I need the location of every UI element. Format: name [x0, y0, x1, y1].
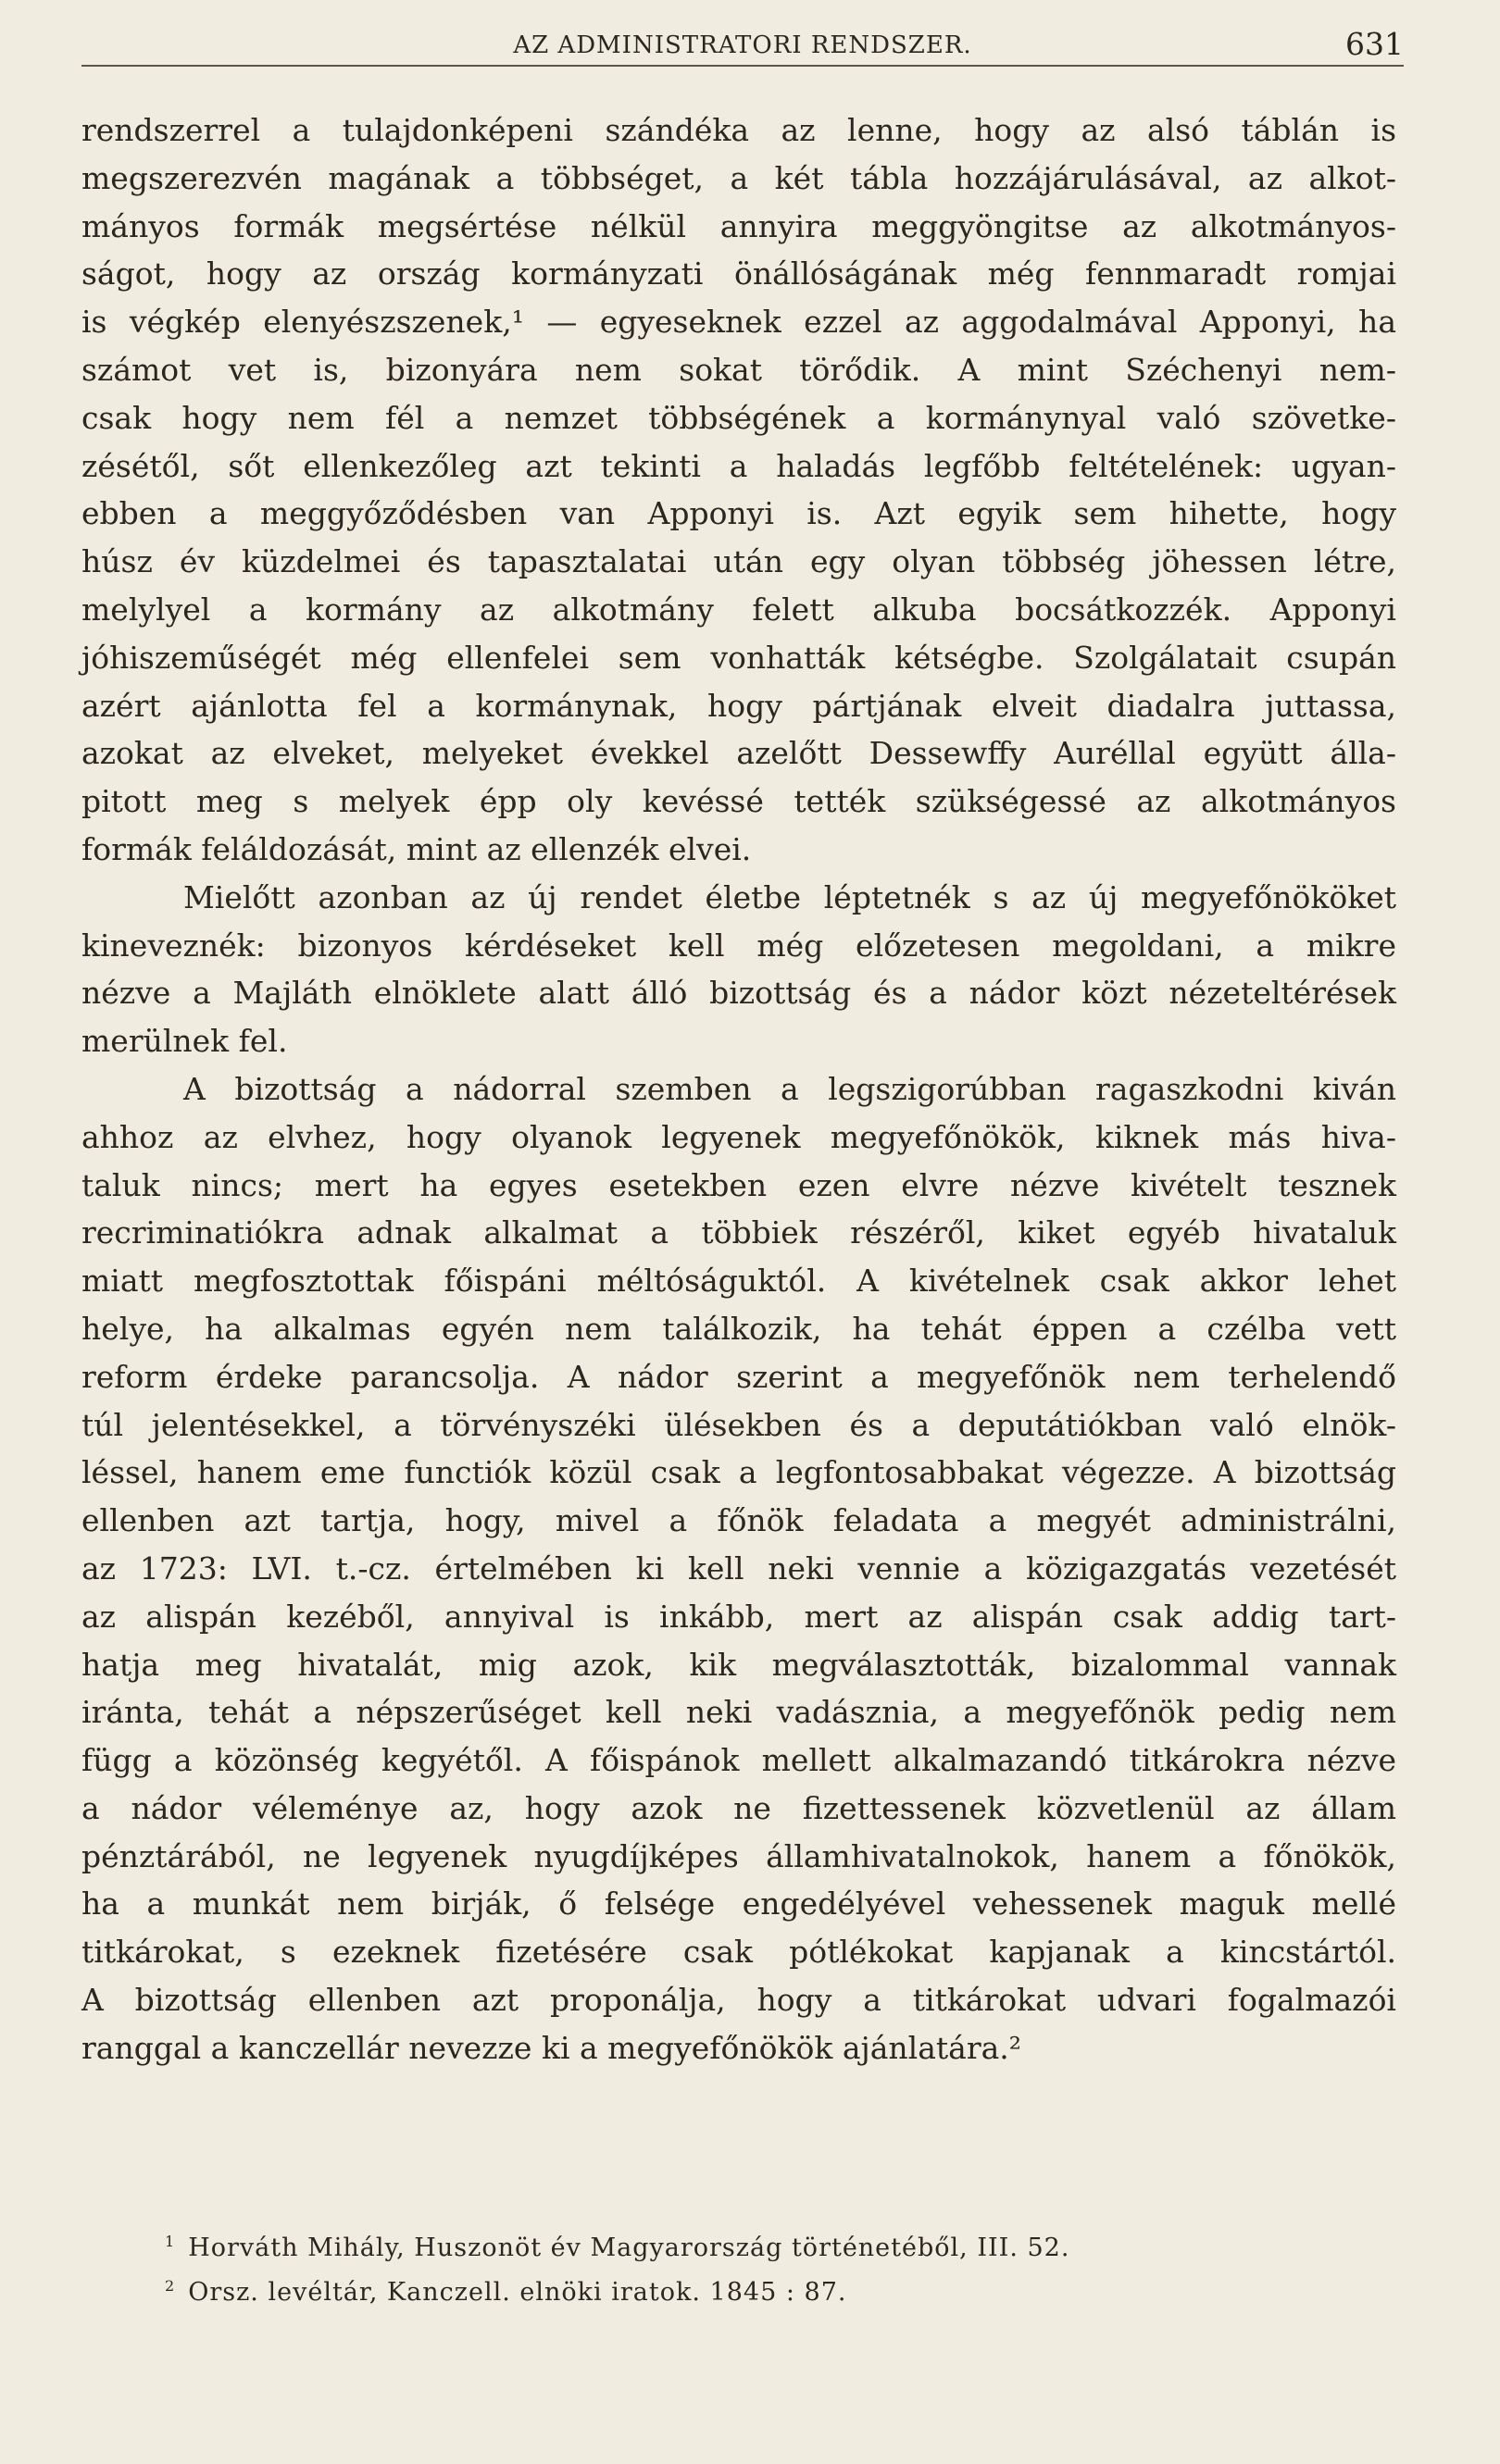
text-line: pitott meg s melyek épp oly kevéssé tették szükségessé az alkotmányos	[81, 783, 1396, 820]
text-line: A bizottság a nádorral szemben a legszigorúbban ragaszkodni kiván	[183, 1070, 1396, 1107]
text-line: pénztárából, ne legyenek nyugdíjképes államhivatalnokok, hanem a főnökök,	[81, 1837, 1396, 1874]
running-title: AZ ADMINISTRATORI RENDSZER.	[513, 31, 972, 59]
text-line: taluk nincs; mert ha egyes esetekben ezen elvre nézve kivételt tesznek	[81, 1166, 1396, 1203]
page-header	[81, 17, 1404, 67]
body-text	[81, 106, 1396, 2072]
text-line: számot vet is, bizonyára nem sokat törődik. A mint Széchenyi nem-	[81, 351, 1396, 388]
text-line: azért ajánlotta fel a kormánynak, hogy pártjának elveit diadalra juttassa,	[81, 687, 1396, 724]
text-line: rendszerrel a tulajdonképeni szándéka az lenne, hogy az alsó táblán is	[81, 112, 1396, 148]
text-line: léssel, hanem eme functiók közül csak a legfontosabbakat végezze. A bizottság	[81, 1454, 1396, 1491]
text-line: azokat az elveket, melyeket évekkel azelőtt Dessewffy Auréllal együtt álla-	[81, 735, 1396, 772]
text-line: ranggal a kanczellár nevezze ki a megyefőnökök ajánlatára.²	[81, 2029, 1021, 2066]
text-line: Mielőtt azonban az új rendet életbe léptetnék s az új megyefőnököket	[183, 878, 1396, 915]
text-line: titkárokat, s ezeknek fizetésére csak pótlékokat kapjanak a kincstártól.	[81, 1934, 1396, 1971]
paragraph	[81, 106, 1396, 874]
footnote-mark: 1	[165, 2233, 176, 2250]
text-line: merülnek fel.	[81, 1023, 288, 1060]
text-line: jóhiszeműségét még ellenfelei sem vonhatták kétségbe. Szolgálatait csupán	[81, 639, 1396, 676]
footnotes	[165, 2220, 1322, 2308]
footnote	[165, 2220, 1322, 2264]
text-line: recriminatiókra adnak alkalmat a többiek részéről, kiket egyéb hivataluk	[81, 1214, 1396, 1251]
paragraph	[81, 874, 1396, 1065]
text-line: ha a munkát nem birják, ő felsége engedélyével vehessenek maguk mellé	[81, 1885, 1396, 1923]
text-line: ellenben azt tartja, hogy, mivel a főnök feladata a megyét administrálni,	[81, 1502, 1396, 1539]
text-line: formák feláldozását, mint az ellenzék elvei.	[81, 830, 752, 867]
text-line: függ a közönség kegyétől. A főispánok mellett alkalmazandó titkárokra nézve	[81, 1742, 1396, 1779]
text-line: is végkép elenyészszenek,¹ — egyeseknek ezzel az aggodalmával Apponyi, ha	[81, 304, 1396, 341]
text-line: helye, ha alkalmas egyén nem találkozik, ha tehát éppen a czélba vett	[81, 1310, 1396, 1347]
text-line: zésétől, sőt ellenkezőleg azt tekinti a haladás legfőbb feltételének: ugyan-	[81, 447, 1396, 484]
text-line: az 1723: LVI. t.-cz. értelmében ki kell neki vennie a közigazgatás vezetését	[81, 1549, 1396, 1587]
text-line: húsz év küzdelmei és tapasztalatai után egy olyan többség jöhessen létre,	[81, 543, 1396, 580]
text-line: kineveznék: bizonyos kérdéseket kell még előzetesen megoldani, a mikre	[81, 927, 1396, 964]
text-line: mányos formák megsértése nélkül annyira meggyöngitse az alkotmányos-	[81, 207, 1396, 244]
text-line: ahhoz az elvhez, hogy olyanok legyenek megyefőnökök, kiknek más hiva-	[81, 1118, 1396, 1155]
text-line: csak hogy nem fél a nemzet többségének a kormánynyal való szövetke-	[81, 399, 1396, 436]
text-line: hatja meg hivatalát, mig azok, kik megválasztották, bizalommal vannak	[81, 1646, 1396, 1683]
footnote	[165, 2264, 1322, 2308]
text-line: megszerezvén magának a többséget, a két tábla hozzájárulásával, az alkot-	[81, 159, 1396, 196]
paragraph	[81, 1065, 1396, 2072]
text-line: túl jelentésekkel, a törvényszéki ülésekben és a deputátiókban való elnök-	[81, 1406, 1396, 1443]
footnote-mark: 2	[165, 2277, 176, 2295]
text-line: melylyel a kormány az alkotmány felett alkuba bocsátkozzék. Apponyi	[81, 591, 1396, 628]
footnote-text: Orsz. levéltár, Kanczell. elnöki iratok. 1845 : 87.	[188, 2278, 847, 2307]
text-line: reform érdeke parancsolja. A nádor szerint a megyefőnök nem terhelendő	[81, 1358, 1396, 1395]
text-line: nézve a Majláth elnöklete alatt álló bizottság és a nádor közt nézeteltérések	[81, 975, 1396, 1012]
text-line: ebben a meggyőződésben van Apponyi is. Azt egyik sem hihette, hogy	[81, 495, 1396, 532]
text-line: iránta, tehát a népszerűséget kell neki vadásznia, a megyefőnök pedig nem	[81, 1694, 1396, 1731]
footnote-text: Horváth Mihály, Huszonöt év Magyarország történetéből, III. 52.	[188, 2234, 1070, 2262]
text-line: A bizottság ellenben azt proponálja, hogy a titkárokat udvari fogalmazói	[81, 1982, 1396, 2019]
text-line: miatt megfosztottak főispáni méltóságuktól. A kivételnek csak akkor lehet	[81, 1263, 1396, 1300]
text-line: ságot, hogy az ország kormányzati önállóságának még fennmaradt romjai	[81, 255, 1396, 292]
text-line: a nádor véleménye az, hogy azok ne fizettessenek közvetlenül az állam	[81, 1789, 1396, 1826]
page-number: 631	[1345, 26, 1404, 62]
text-line: az alispán kezéből, annyival is inkább, mert az alispán csak addig tart-	[81, 1598, 1396, 1635]
